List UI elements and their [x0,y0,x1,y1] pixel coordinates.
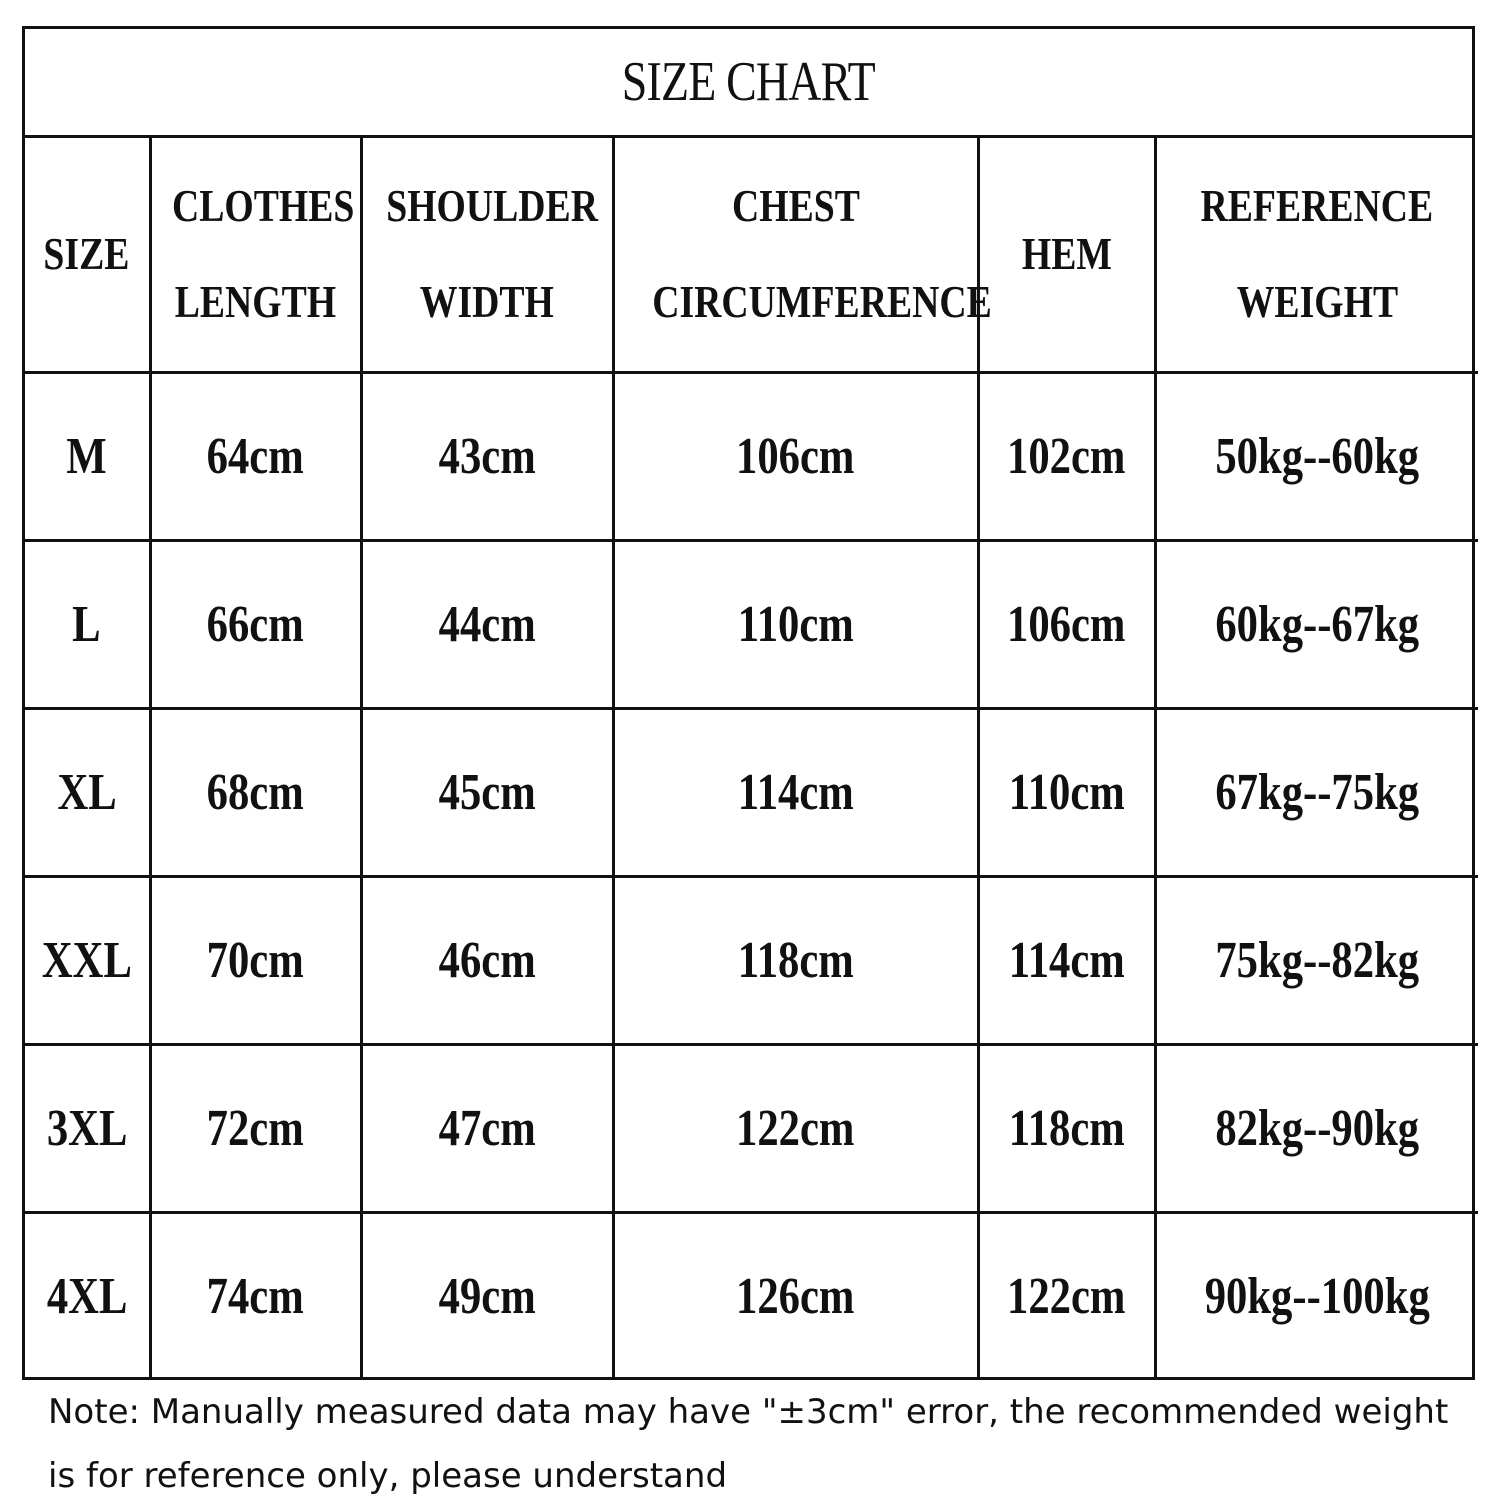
cell-weight: 67kg--75kg [1155,708,1478,876]
cell-chest: 118cm [613,876,978,1044]
table-row [25,372,1478,540]
table-row [25,540,1478,708]
cell-size: 3XL [25,1044,150,1212]
cell-size: 4XL [25,1212,150,1380]
cell-size: XL [25,708,150,876]
cell-size: L [25,540,150,708]
table-row [25,876,1478,1044]
cell-clothes-length: 68cm [150,708,361,876]
size-chart [22,26,1475,1380]
header-row [25,138,1478,372]
table-row [25,708,1478,876]
header-chest-circumference: CHESTCIRCUMFERENCE [613,138,978,372]
cell-weight: 90kg--100kg [1155,1212,1478,1380]
size-table [25,138,1478,1380]
cell-size: XXL [25,876,150,1044]
cell-weight: 50kg--60kg [1155,372,1478,540]
cell-shoulder-width: 47cm [361,1044,613,1212]
table-row [25,1044,1478,1212]
cell-clothes-length: 70cm [150,876,361,1044]
cell-clothes-length: 74cm [150,1212,361,1380]
measurement-note: Note: Manually measured data may have "±3cm" error, the recommended weight is for reference only, please understand [48,1392,1449,1496]
cell-shoulder-width: 46cm [361,876,613,1044]
cell-clothes-length: 64cm [150,372,361,540]
header-clothes-length: CLOTHESLENGTH [150,138,361,372]
cell-chest: 126cm [613,1212,978,1380]
header-shoulder-width: SHOULDERWIDTH [361,138,613,372]
table-row [25,1212,1478,1380]
cell-hem: 110cm [978,708,1155,876]
cell-hem: 114cm [978,876,1155,1044]
cell-hem: 102cm [978,372,1155,540]
cell-shoulder-width: 44cm [361,540,613,708]
cell-hem: 118cm [978,1044,1155,1212]
cell-weight: 82kg--90kg [1155,1044,1478,1212]
cell-chest: 122cm [613,1044,978,1212]
cell-chest: 114cm [613,708,978,876]
header-size: SIZE [25,138,150,372]
cell-chest: 110cm [613,540,978,708]
cell-size: M [25,372,150,540]
cell-clothes-length: 72cm [150,1044,361,1212]
cell-hem: 106cm [978,540,1155,708]
cell-chest: 106cm [613,372,978,540]
chart-title: SIZE CHART [25,29,1472,138]
cell-weight: 75kg--82kg [1155,876,1478,1044]
header-hem: HEM [978,138,1155,372]
cell-shoulder-width: 43cm [361,372,613,540]
header-reference-weight: REFERENCEWEIGHT [1155,138,1478,372]
cell-shoulder-width: 49cm [361,1212,613,1380]
cell-shoulder-width: 45cm [361,708,613,876]
cell-weight: 60kg--67kg [1155,540,1478,708]
cell-clothes-length: 66cm [150,540,361,708]
cell-hem: 122cm [978,1212,1155,1380]
